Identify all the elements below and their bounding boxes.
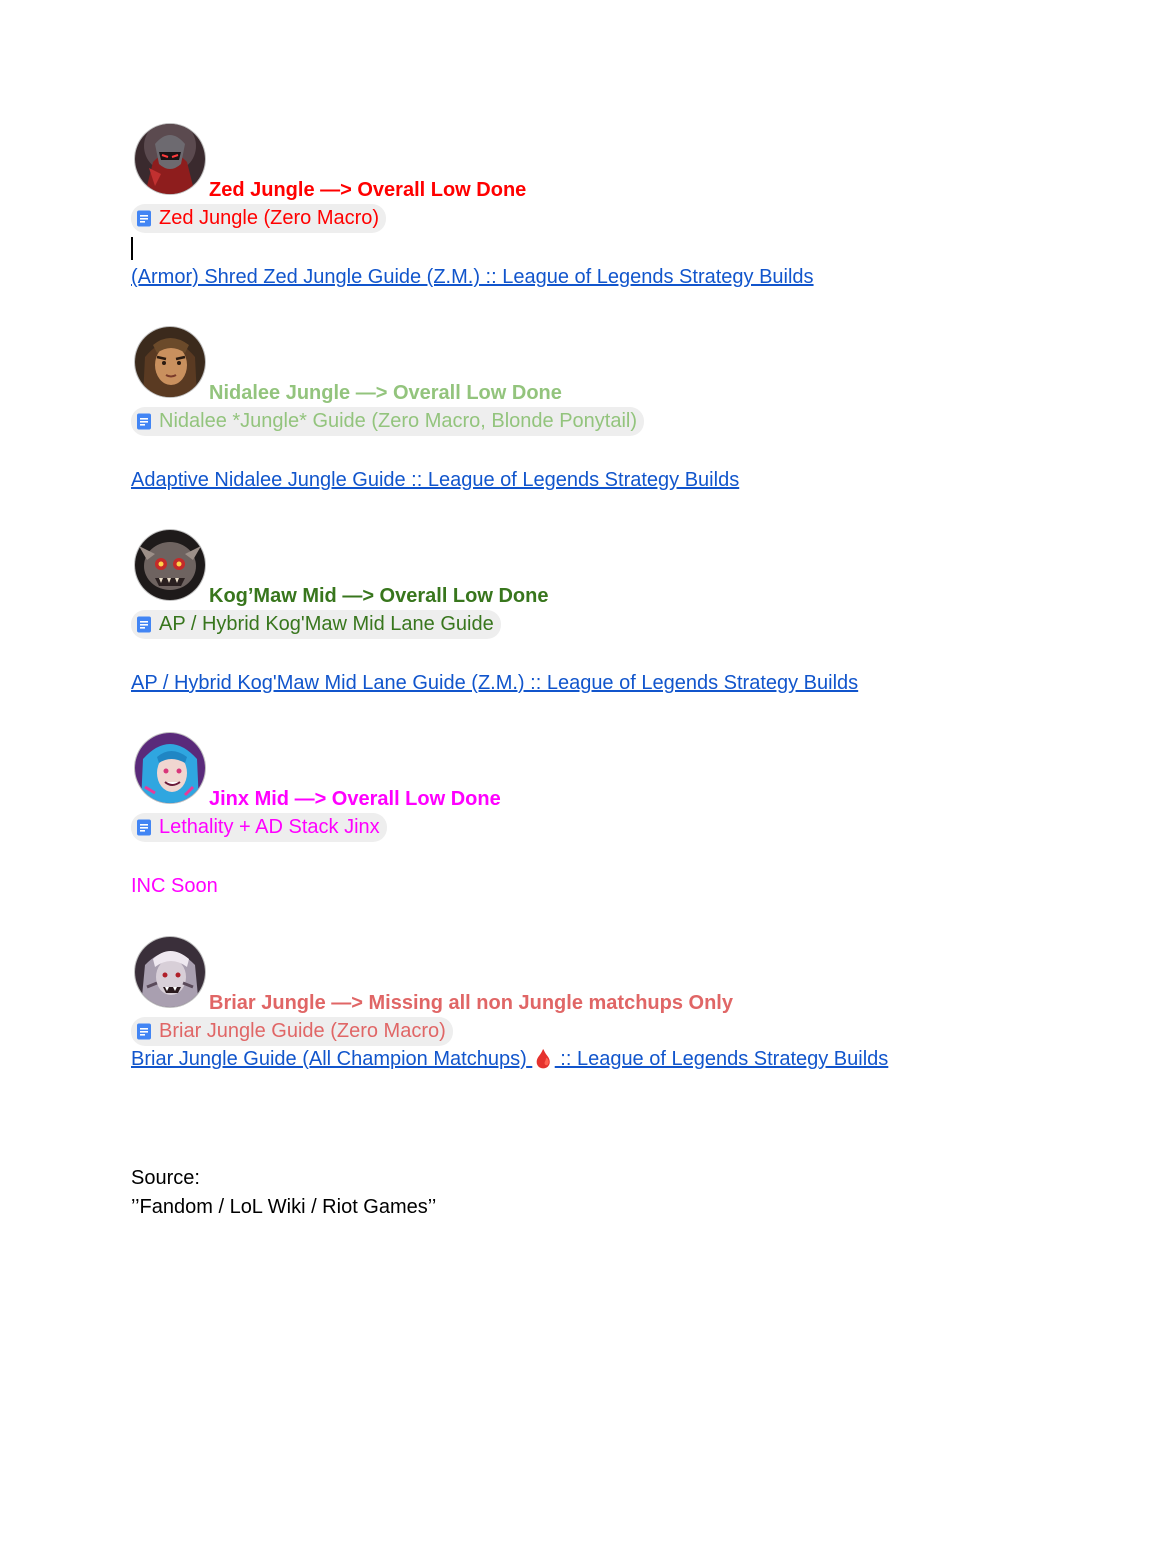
guide-link[interactable] — [131, 1048, 888, 1071]
jinx-portrait-icon — [135, 733, 205, 803]
doc-icon — [136, 1023, 152, 1040]
doc-chip[interactable] — [131, 813, 387, 842]
source-label: Source: — [131, 1167, 200, 1189]
doc-icon — [136, 210, 152, 227]
entry-jinx — [131, 733, 1091, 897]
guide-link-text-suffix: :: League of Legends Strategy Builds — [554, 1048, 889, 1070]
guide-link[interactable]: Adaptive Nidalee Jungle Guide :: League of Legends Strategy Builds — [131, 469, 740, 491]
doc-chip-label: Lethality + AD Stack Jinx — [159, 816, 380, 838]
doc-icon — [136, 413, 152, 430]
doc-chip-label: AP / Hybrid Kog'Maw Mid Lane Guide — [159, 613, 494, 635]
entry-nidalee — [131, 327, 1091, 491]
entry-heading-row — [131, 733, 1091, 810]
doc-chip-label: Zed Jungle (Zero Macro) — [159, 207, 380, 229]
entry-heading: Briar Jungle —> Missing all non Jungle matchups Only — [209, 992, 733, 1014]
entry-heading-row — [131, 937, 1091, 1014]
entry-heading-row — [131, 530, 1091, 607]
briar-portrait-icon — [135, 937, 205, 1007]
kogmaw-portrait-icon — [135, 530, 205, 600]
entry-heading: Zed Jungle —> Overall Low Done — [209, 179, 527, 201]
zed-portrait-icon — [135, 124, 205, 194]
doc-chip-label: Nidalee *Jungle* Guide (Zero Macro, Blonde Ponytail) — [159, 410, 638, 432]
entry-heading-row — [131, 124, 1091, 201]
doc-icon — [136, 819, 152, 836]
doc-icon — [136, 616, 152, 633]
entry-heading: Kog’Maw Mid —> Overall Low Done — [209, 585, 549, 607]
entry-zed — [131, 124, 1091, 288]
doc-chip[interactable] — [131, 610, 501, 639]
guide-link[interactable]: (Armor) Shred Zed Jungle Guide (Z.M.) :: League of Legends Strategy Builds — [131, 266, 814, 288]
doc-chip[interactable] — [131, 407, 644, 436]
doc-chip[interactable] — [131, 204, 386, 233]
entry-heading: Nidalee Jungle —> Overall Low Done — [209, 382, 562, 404]
entry-heading-row — [131, 327, 1091, 404]
guide-link-text: Briar Jungle Guide (All Champion Matchups) — [131, 1048, 527, 1070]
doc-chip-label: Briar Jungle Guide (Zero Macro) — [159, 1020, 446, 1042]
source-text: ’’Fandom / LoL Wiki / Riot Games’’ — [131, 1196, 437, 1218]
guide-link[interactable]: AP / Hybrid Kog'Maw Mid Lane Guide (Z.M.) :: League of Legends Strategy Builds — [131, 672, 859, 694]
entry-heading: Jinx Mid —> Overall Low Done — [209, 788, 501, 810]
nidalee-portrait-icon — [135, 327, 205, 397]
entry-kogmaw — [131, 530, 1091, 694]
source-block — [131, 1164, 436, 1222]
doc-chip[interactable] — [131, 1017, 453, 1046]
drop-of-blood-icon: 🩸 — [532, 1049, 555, 1069]
status-note: INC Soon — [131, 875, 218, 897]
entry-briar — [131, 937, 1091, 1070]
text-cursor — [131, 237, 133, 260]
